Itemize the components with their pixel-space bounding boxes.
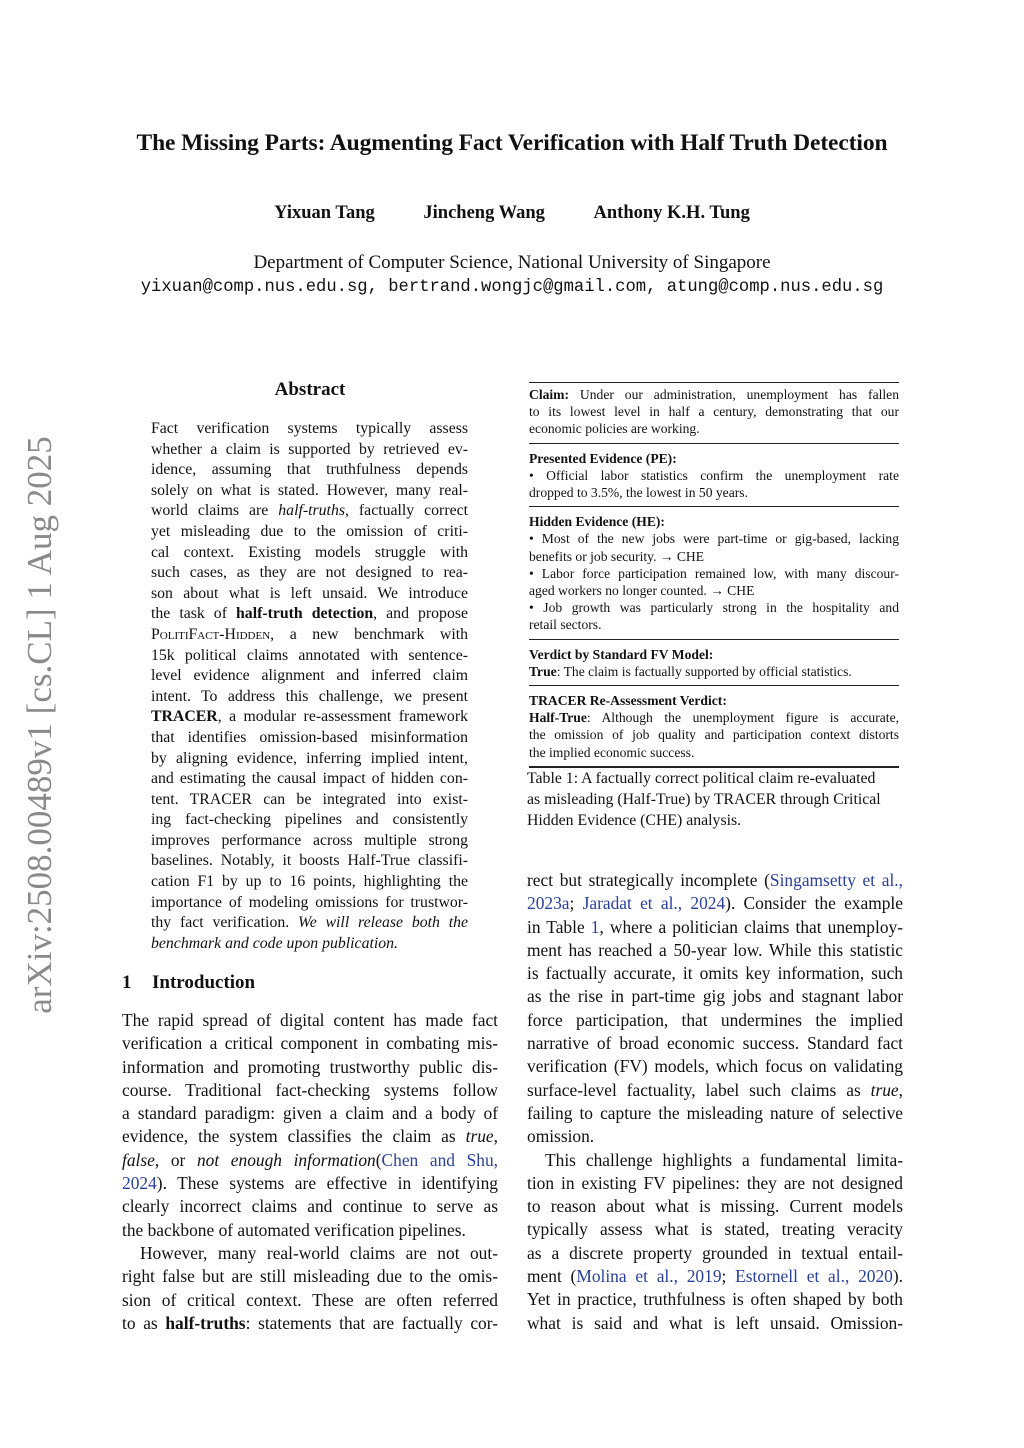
abstract-line: that identifies omission-based misinformation (151, 728, 468, 746)
text-run: ). Consider the example (725, 893, 903, 914)
caption-line: Table 1: A factually correct political claim re-evaluated (527, 770, 876, 787)
abstract-text (151, 419, 468, 954)
body-line (527, 892, 903, 915)
table-line: retail sectors. (529, 617, 602, 633)
body-line: Yet in practice, truthfulness is often shaped by both (527, 1289, 903, 1310)
body-line: to reason about what is missing. Current models (527, 1196, 903, 1217)
emphasis-true: true (465, 1126, 494, 1147)
abstract-line: 15k political claims annotated with sentence- (151, 646, 468, 664)
abstract-heading: Abstract (274, 379, 346, 400)
body-line (527, 916, 903, 939)
bold-half-truth-detection: half-truth detection (236, 605, 374, 623)
abstract-line: intent. To address this challenge, we present (151, 687, 468, 705)
body-line: force participation, that undermines the implied (527, 1009, 903, 1030)
abstract-line: importance of modeling omissions for trustwor- (151, 893, 468, 911)
text-run: : The claim is factually supported by official statistics. (556, 663, 852, 679)
tracer-verdict-value: Half-True (529, 710, 587, 726)
abstract-line: solely on what is stated. However, many real- (151, 481, 468, 499)
text-run: Under our administration, unemployment has fallen (569, 387, 899, 402)
table-label (529, 450, 899, 467)
fv-verdict-value: True (529, 663, 557, 679)
text-run: to as (122, 1312, 166, 1333)
body-line: is factually accurate, it omits key information, such (527, 963, 903, 984)
paper-title: The Missing Parts: Augmenting Fact Verification with Half Truth Detection (136, 130, 888, 156)
text-run: , (898, 1079, 903, 1100)
table-presented-evidence (529, 448, 899, 508)
citation-link[interactable]: Jaradat et al., 2024 (582, 893, 726, 914)
table-line: the implied economic success. (529, 744, 695, 760)
abstract-line (151, 501, 468, 522)
body-line (122, 1312, 498, 1335)
affiliation: Department of Computer Science, National University of Singapore (253, 252, 771, 273)
abstract-line: level evidence alignment and inferred claim (151, 667, 468, 685)
emphasis-false: false (122, 1149, 155, 1170)
text-run: surface-level factuality, label such claims as (527, 1079, 871, 1100)
introduction-column-2 (527, 869, 903, 1335)
text-run: ; (721, 1266, 736, 1287)
author-name: Jincheng Wang (423, 203, 545, 223)
text-run: the task of (151, 605, 237, 623)
table-line: aged workers no longer counted. → CHE (529, 583, 755, 599)
author-name: Anthony K.H. Tung (593, 203, 750, 223)
table-label (529, 513, 899, 530)
caption-line: as misleading (Half-True) by TRACER through Critical (527, 791, 881, 808)
citation-link[interactable]: Molina et al., 2019 (576, 1266, 722, 1287)
citation-link[interactable]: Estornell et al., 2020 (735, 1266, 893, 1287)
text-run: world claims are (151, 502, 279, 520)
abstract-line: and estimating the causal impact of hidden con- (151, 770, 468, 788)
abstract-line (151, 934, 468, 955)
body-line: tion in existing FV pipelines: they are not designed (527, 1172, 903, 1193)
text-run: , a new benchmark with (270, 625, 468, 643)
emphasis-nei: not enough information (196, 1149, 376, 1170)
table-line: to its lowest level in half a century, demonstrating that our (529, 404, 899, 420)
author-emails: yixuan@comp.nus.edu.sg, bertrand.wongjc@gmail.com, atung@comp.nus.edu.sg (140, 278, 884, 297)
table-1-example (529, 382, 899, 772)
text-run: thy fact verification. (151, 914, 298, 932)
abstract-line: whether a claim is supported by retrieved ev- (151, 440, 468, 458)
emphasis-half-truths: half-truths (278, 502, 345, 520)
table-line: benefits or job security. → CHE (529, 548, 705, 564)
body-line: The rapid spread of digital content has made fact (122, 1010, 498, 1030)
text-run: : statements that are factually cor- (245, 1312, 498, 1333)
text-run: rect but strategically incomplete ( (527, 870, 770, 890)
body-line: the backbone of automated verification pipelines. (122, 1219, 466, 1240)
body-line: However, many real-world claims are not out- (140, 1242, 498, 1263)
he-label: Hidden Evidence (HE): (529, 514, 665, 530)
table-label (529, 692, 899, 709)
text-run: , (493, 1126, 498, 1147)
text-run: ; (569, 893, 583, 914)
claim-label: Claim: (529, 387, 570, 402)
citation-link[interactable]: Chen and Shu, (381, 1149, 498, 1170)
body-line: as the rise in part-time gig jobs and stagnant labor (527, 986, 903, 1007)
table-1-caption (527, 768, 903, 831)
text-run: ment ( (527, 1266, 577, 1287)
body-line: information and promoting trustworthy public dis- (122, 1056, 498, 1077)
abstract-line (151, 913, 468, 934)
text-run: , or (154, 1149, 197, 1170)
text-run: ( (375, 1149, 382, 1170)
body-line: clearly incorrect claims and continue to serve as (122, 1196, 498, 1217)
table-line: economic policies are working. (529, 421, 700, 437)
body-line (122, 1149, 498, 1172)
text-run: , where a politician claims that unemploy- (599, 916, 903, 937)
introduction-column-1 (122, 1009, 498, 1335)
body-line (527, 869, 903, 892)
text-run: evidence, the system classifies the claim as (122, 1126, 466, 1147)
table-line: • Labor force participation remained low, with many discour- (529, 565, 899, 581)
emphasis-true: true (870, 1079, 899, 1100)
abstract-line: improves performance across multiple strong (151, 831, 468, 849)
table-line: dropped to 3.5%, the lowest in 50 years. (529, 485, 748, 501)
text-run: : Although the unemployment figure is accurate, (586, 710, 899, 726)
body-line: narrative of broad economic success. Standard fact (527, 1033, 903, 1054)
arxiv-identifier: arXiv:2508.00489v1 [cs.CL] 1 Aug 2025 (20, 436, 59, 1014)
emphasis-release: We will release both the (298, 914, 468, 932)
table-hidden-evidence (529, 511, 899, 639)
citation-link[interactable]: 2023a (527, 893, 570, 914)
abstract-line: son about what is left unsaid. We introduce (151, 584, 468, 602)
abstract-line (151, 625, 468, 646)
tracer-name: TRACER (151, 708, 218, 726)
abstract-line: such cases, as they are not designed to rea- (151, 564, 468, 582)
section-number: 1 (122, 972, 132, 993)
body-line: verification (FV) models, which focus on validating (527, 1056, 903, 1077)
fv-label: Verdict by Standard FV Model: (529, 646, 714, 662)
table-line: • Job growth was particularly strong in the hospitality and (529, 600, 899, 616)
benchmark-name: PolitiFact-Hidden (151, 625, 271, 643)
table-line (529, 663, 899, 680)
body-line: typically assess what is stated, treating veracity (527, 1219, 903, 1240)
text-run: in Table (527, 916, 591, 937)
body-line: This challenge highlights a fundamental limita- (545, 1149, 903, 1170)
abstract-line: yet misleading due to the omission of criti- (151, 522, 468, 540)
abstract-line (151, 707, 468, 728)
bold-half-truths: half-truths (165, 1312, 246, 1333)
body-line: right false but are still misleading due to the omis- (122, 1266, 498, 1287)
table-line: • Official labor statistics confirm the unemployment rate (529, 467, 899, 483)
abstract-line: cal context. Existing models struggle with (151, 543, 468, 561)
abstract-line: ing fact-checking pipelines and consistently (151, 811, 468, 829)
section-heading-introduction (122, 972, 255, 994)
body-line (122, 1172, 498, 1195)
pe-label: Presented Evidence (PE): (529, 450, 677, 466)
abstract-line (151, 604, 468, 625)
body-line: verification a critical component in combating mis- (122, 1033, 498, 1054)
body-line (527, 1265, 903, 1288)
table-line: • Most of the new jobs were part-time or gig-based, lacking (529, 531, 899, 547)
table-line (529, 386, 899, 403)
author-list (0, 203, 1024, 224)
table-reference-link[interactable]: 1 (590, 916, 600, 937)
text-run: ). (892, 1266, 904, 1287)
table-fv-verdict (529, 644, 899, 686)
abstract-line: tent. TRACER can be integrated into exist- (151, 790, 468, 808)
table-line: the omission of job quality and participation context distorts (529, 727, 899, 743)
abstract-line: Fact verification systems typically assess (151, 420, 468, 437)
body-line: what is said and what is left unsaid. Omission- (527, 1312, 903, 1333)
body-line: sion of critical context. These are often referred (122, 1289, 498, 1310)
text-run: ). These systems are effective in identifying (156, 1173, 498, 1194)
abstract-line: baselines. Notably, it boosts Half-True classifi- (151, 852, 468, 870)
tracer-label: TRACER Re-Assessment Verdict: (529, 693, 727, 709)
table-tracer-verdict (529, 690, 899, 768)
citation-link[interactable]: 2024 (122, 1173, 157, 1194)
body-line: a standard paradigm: given a claim and a body of (122, 1103, 498, 1124)
table-label (529, 646, 899, 663)
body-line: failing to capture the misleading nature of selective (527, 1102, 903, 1123)
citation-link[interactable]: Singamsetty et al., (769, 870, 903, 890)
body-line (122, 1125, 498, 1148)
emphasis-release: benchmark and code upon publication. (151, 934, 398, 952)
abstract-line: by aligning evidence, inferring implied intent, (151, 749, 468, 767)
author-name: Yixuan Tang (274, 203, 375, 223)
text-run: , a modular re-assessment framework (217, 708, 468, 726)
section-title: Introduction (152, 972, 256, 993)
body-line: omission. (527, 1126, 595, 1147)
table-line (529, 709, 899, 726)
body-line (527, 1079, 903, 1102)
body-line: as a discrete property grounded in textual entail- (527, 1242, 903, 1263)
text-run: , and propose (373, 605, 469, 623)
text-run: , factually correct (345, 502, 468, 520)
body-line: ment has reached a 50-year low. While this statistic (527, 939, 903, 960)
caption-line: Hidden Evidence (CHE) analysis. (527, 812, 742, 829)
body-line: course. Traditional fact-checking systems follow (122, 1079, 498, 1100)
table-claim-section (529, 382, 899, 444)
abstract-line: cation F1 by up to 16 points, highlighting the (151, 873, 468, 891)
abstract-line: idence, assuming that truthfulness depends (151, 461, 468, 479)
